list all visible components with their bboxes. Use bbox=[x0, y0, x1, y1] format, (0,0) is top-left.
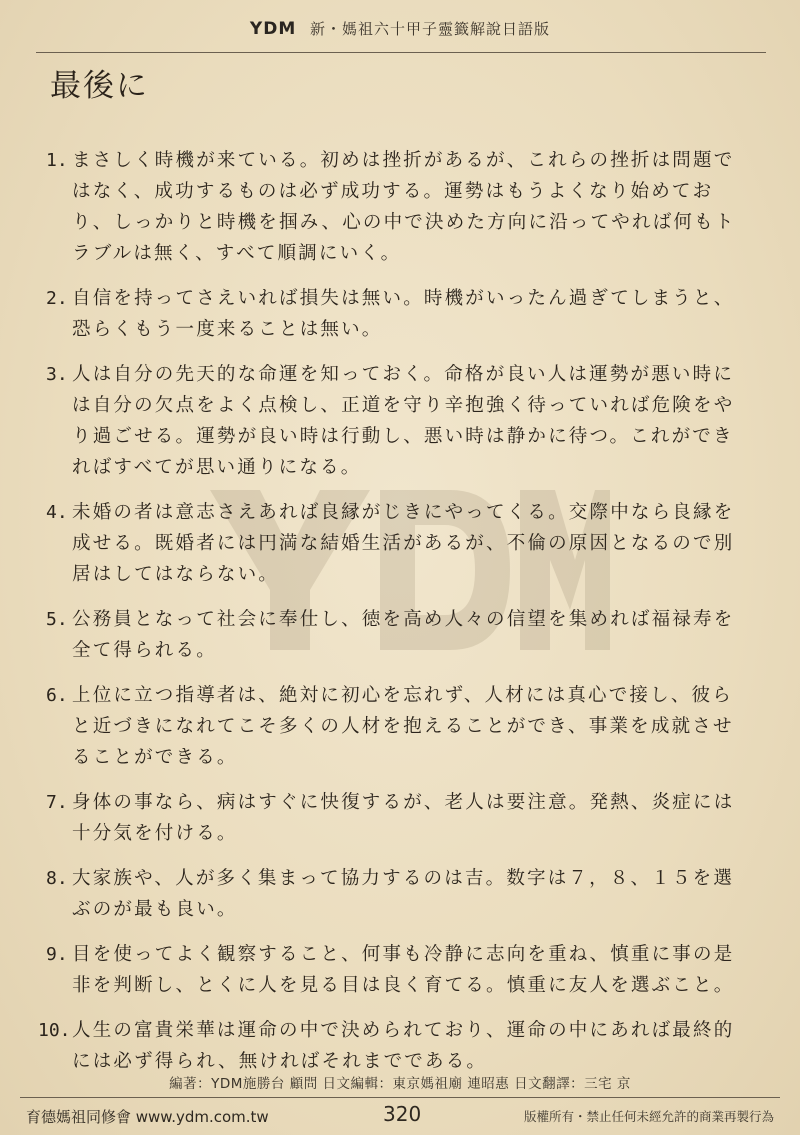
list-item bbox=[46, 145, 746, 269]
item-number: 2. bbox=[46, 288, 68, 309]
item-text: 人は自分の先天的な命運を知っておく。命格が良い人は運勢が悪い時には自分の欠点をよく点検し、正道を守り辛抱強く待っていれば危険をやり過ごせる。運勢が良い時は行動し、悪い時は静かに待つ。これができればすべてが思い通りになる。 bbox=[72, 364, 735, 478]
list-item bbox=[46, 359, 746, 483]
item-text: 上位に立つ指導者は、絶対に初心を忘れず、人材には真心で接し、彼らと近づきになれてこそ多くの人材を抱えることができ、事業を成就させることができる。 bbox=[72, 685, 734, 768]
item-text: 未婚の者は意志さえあれば良縁がじきにやってくる。交際中なら良縁を成せる。既婚者には円満な結婚生活があるが、不倫の原因となるので別居はしてはならない。 bbox=[72, 502, 735, 585]
item-number: 8. bbox=[46, 868, 68, 889]
footer-divider bbox=[20, 1097, 780, 1098]
ydm-logo: YDM bbox=[249, 19, 297, 39]
item-number: 1. bbox=[46, 150, 68, 171]
list-item bbox=[46, 680, 746, 773]
item-text: 人生の富貴栄華は運命の中で決められており、運命の中にあれば最終的には必ず得られ、無ければそれまでである。 bbox=[72, 1020, 735, 1072]
running-header bbox=[0, 18, 800, 39]
item-text: 目を使ってよく観察すること、何事も冷静に志向を重ね、慎重に事の是非を判断し、とくに人を見る目は良く育てる。慎重に友人を選ぶこと。 bbox=[72, 944, 735, 996]
item-number: 7. bbox=[46, 792, 68, 813]
list-item bbox=[38, 1015, 746, 1077]
list-item bbox=[46, 939, 746, 1001]
list-item bbox=[46, 604, 746, 666]
publisher-and-url: 育德媽祖同修會 www.ydm.com.tw bbox=[26, 1108, 269, 1126]
page-number: 320 bbox=[383, 1102, 422, 1126]
item-text: 自信を持ってさえいれば損失は無い。時機がいったん過ぎてしまうと、恐らくもう一度来ることは無い。 bbox=[72, 288, 735, 340]
item-text: 公務員となって社会に奉仕し、徳を高め人々の信望を集めれば福禄寿を全て得られる。 bbox=[72, 609, 735, 661]
numbered-list bbox=[38, 145, 746, 1091]
credits-line: 編著：YDM施勝台 顧問 日文編輯：東京媽祖廟 連昭惠 日文翻譯：三宅 京 bbox=[169, 1076, 631, 1092]
page-title: 最後に bbox=[50, 68, 149, 104]
item-number: 5. bbox=[46, 609, 68, 630]
list-item bbox=[46, 863, 746, 925]
list-item bbox=[46, 283, 746, 345]
book-title: 新・媽祖六十甲子靈籤解說日語版 bbox=[310, 20, 551, 38]
item-number: 9. bbox=[46, 944, 68, 965]
list-item bbox=[46, 787, 746, 849]
list-item bbox=[46, 497, 746, 590]
item-text: まさしく時機が来ている。初めは挫折があるが、これらの挫折は問題ではなく、成功するものは必ず成功する。運勢はもうよくなり始めており、しっかりと時機を掴み、心の中で決めた方向に沿ってやれば何もトラブルは無く、すべて順調にいく。 bbox=[72, 150, 736, 264]
item-number: 6. bbox=[46, 685, 68, 706]
copyright-notice: 版權所有・禁止任何未經允許的商業再製行為 bbox=[523, 1109, 774, 1124]
item-number: 3. bbox=[46, 364, 68, 385]
item-number: 4. bbox=[46, 502, 68, 523]
header-divider bbox=[36, 52, 766, 53]
item-text: 大家族や、人が多く集まって協力するのは吉。数字は７，８、１５を選ぶのが最も良い。 bbox=[72, 868, 735, 920]
item-number: 10. bbox=[38, 1020, 71, 1041]
item-text: 身体の事なら、病はすぐに快復するが、老人は要注意。発熱、炎症には十分気を付ける。 bbox=[72, 792, 735, 844]
